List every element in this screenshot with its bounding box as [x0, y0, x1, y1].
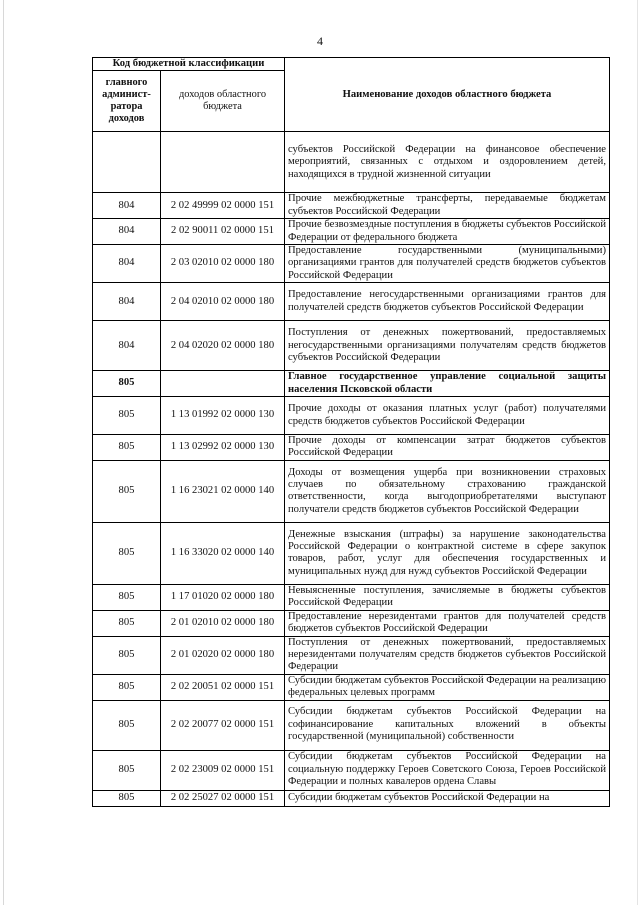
income-code-cell: 1 13 01992 02 0000 130	[161, 397, 285, 435]
income-code-cell: 2 04 02010 02 0000 180	[161, 283, 285, 321]
income-name-cell: Предоставление негосударственными организациями грантов для получателей средств бюджетов субъектов Российской Федерации	[285, 283, 610, 321]
income-name-cell: Субсидии бюджетам субъектов Российской Федерации на софинансирование капитальных вложений в объекты государственной (муниципальной) собственности	[285, 700, 610, 750]
admin-code-cell: 805	[93, 371, 161, 397]
income-name-cell: Денежные взыскания (штрафы) за нарушение законодательства Российской Федерации о контрактной системе в сфере закупок товаров, работ, услуг для обеспечения государственных и муниципальных нужд для нужд субъектов Российской Федерации	[285, 522, 610, 584]
income-name-cell: Прочие безвозмездные поступления в бюджеты субъектов Российской Федерации от федерального бюджета	[285, 219, 610, 245]
table-row	[93, 321, 610, 371]
income-name-cell: Субсидии бюджетам субъектов Российской Федерации на социальную поддержку Героев Советского Союза, Героев Российской Федерации и полных кавалеров ордена Славы	[285, 750, 610, 790]
header-code-column: доходов областного бюджета	[161, 71, 285, 132]
table-row	[93, 674, 610, 700]
admin-code-cell: 804	[93, 193, 161, 219]
income-name-cell: Главное государственное управление социальной защиты населения Псковской области	[285, 371, 610, 397]
table-row	[93, 750, 610, 790]
table-body	[93, 132, 610, 806]
table-row	[93, 460, 610, 522]
income-name-cell: Доходы от возмещения ущерба при возникновении страховых случаев по обязательному страхованию гражданской ответственности, когда выгодоприобретателями выступают получатели средств бюджетов субъектов Российской Федерации	[285, 460, 610, 522]
income-code-cell: 1 13 02992 02 0000 130	[161, 435, 285, 461]
table-row	[93, 283, 610, 321]
income-code-cell: 2 02 25027 02 0000 151	[161, 790, 285, 806]
table-row	[93, 636, 610, 674]
income-name-cell: Субсидии бюджетам субъектов Российской Федерации на реализацию федеральных целевых программ	[285, 674, 610, 700]
income-name-cell: Прочие доходы от компенсации затрат бюджетов субъектов Российской Федерации	[285, 435, 610, 461]
income-code-cell: 2 02 90011 02 0000 151	[161, 219, 285, 245]
admin-code-cell: 805	[93, 584, 161, 610]
admin-code-cell: 805	[93, 522, 161, 584]
income-code-cell	[161, 371, 285, 397]
table-row	[93, 371, 610, 397]
admin-code-cell: 804	[93, 321, 161, 371]
income-code-cell: 2 02 20051 02 0000 151	[161, 674, 285, 700]
income-code-cell: 1 16 33020 02 0000 140	[161, 522, 285, 584]
income-name-cell: Прочие межбюджетные трансферты, передаваемые бюджетам субъектов Российской Федерации	[285, 193, 610, 219]
income-code-cell: 2 01 02020 02 0000 180	[161, 636, 285, 674]
table-row	[93, 610, 610, 636]
income-name-cell: Поступления от денежных пожертвований, предоставляемых негосударственными организациями получателям средств бюджетов субъектов Российской Федерации	[285, 321, 610, 371]
admin-code-cell: 805	[93, 750, 161, 790]
income-code-cell	[161, 132, 285, 193]
income-name-cell: Поступления от денежных пожертвований, предоставляемых нерезидентами получателям средств бюджетов субъектов Российской Федерации	[285, 636, 610, 674]
income-code-cell: 1 17 01020 02 0000 180	[161, 584, 285, 610]
income-code-cell: 2 01 02010 02 0000 180	[161, 610, 285, 636]
income-name-cell: Предоставление государственными (муниципальными) организациями грантов для получателей средств бюджетов субъектов Российской Федерации	[285, 245, 610, 283]
admin-code-cell: 805	[93, 636, 161, 674]
income-name-cell: Прочие доходы от оказания платных услуг (работ) получателями средств бюджетов субъектов Российской Федерации	[285, 397, 610, 435]
table-row	[93, 132, 610, 193]
income-name-cell: Субсидии бюджетам субъектов Российской Федерации на	[285, 790, 610, 806]
income-code-cell: 2 02 23009 02 0000 151	[161, 750, 285, 790]
table-row	[93, 522, 610, 584]
table-row	[93, 790, 610, 806]
header-income-name: Наименование доходов областного бюджета	[285, 58, 610, 132]
income-name-cell: субъектов Российской Федерации на финансовое обеспечение мероприятий, связанных с отдыхом и оздоровлением детей, находящихся в трудной жизненной ситуации	[285, 132, 610, 193]
table-row	[93, 584, 610, 610]
admin-code-cell: 805	[93, 674, 161, 700]
admin-code-cell: 805	[93, 435, 161, 461]
income-name-cell: Предоставление нерезидентами грантов для получателей средств бюджетов субъектов Российской Федерации	[285, 610, 610, 636]
income-code-cell: 2 02 20077 02 0000 151	[161, 700, 285, 750]
table-row	[93, 700, 610, 750]
income-code-cell: 1 16 23021 02 0000 140	[161, 460, 285, 522]
income-code-cell: 2 04 02020 02 0000 180	[161, 321, 285, 371]
income-code-cell: 2 03 02010 02 0000 180	[161, 245, 285, 283]
budget-income-table	[92, 57, 610, 807]
admin-code-cell: 805	[93, 700, 161, 750]
header-admin-column: главного админист-ратора доходов	[93, 71, 161, 132]
table-row	[93, 193, 610, 219]
admin-code-cell: 804	[93, 283, 161, 321]
admin-code-cell: 805	[93, 397, 161, 435]
table-row	[93, 435, 610, 461]
page-edge-left	[3, 0, 4, 905]
page-number: 4	[317, 34, 323, 48]
income-code-cell: 2 02 49999 02 0000 151	[161, 193, 285, 219]
header-budget-classification: Код бюджетной классификации	[93, 58, 285, 71]
admin-code-cell	[93, 132, 161, 193]
table-row	[93, 397, 610, 435]
table-row	[93, 245, 610, 283]
page-edge-right	[637, 0, 638, 905]
admin-code-cell: 805	[93, 610, 161, 636]
admin-code-cell: 805	[93, 790, 161, 806]
admin-code-cell: 804	[93, 245, 161, 283]
admin-code-cell: 804	[93, 219, 161, 245]
income-name-cell: Невыясненные поступления, зачисляемые в бюджеты субъектов Российской Федерации	[285, 584, 610, 610]
table-row	[93, 219, 610, 245]
admin-code-cell: 805	[93, 460, 161, 522]
